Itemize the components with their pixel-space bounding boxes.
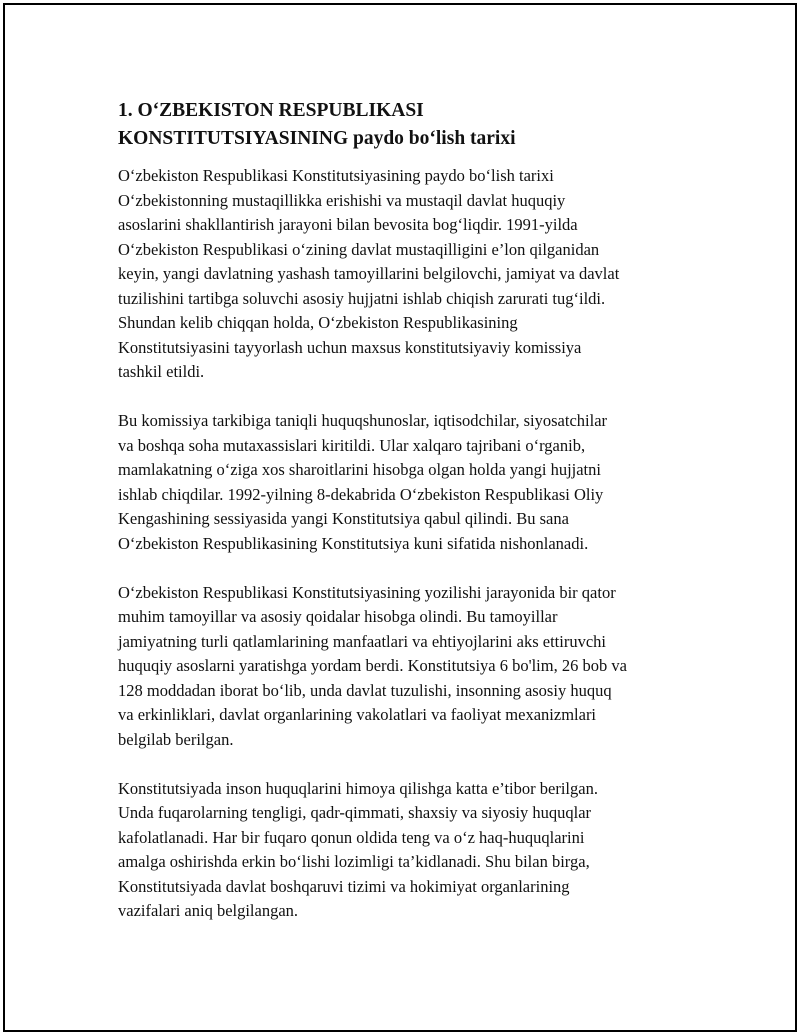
text-line: keyin, yangi davlatning yashash tamoyillarini belgilovchi, jamiyat va davlat bbox=[118, 264, 620, 283]
text-line: vazifalari aniq belgilangan. bbox=[118, 901, 299, 920]
text-line: mamlakatning o‘ziga xos sharoitlarini hisobga olgan holda yangi hujjatni bbox=[118, 460, 601, 479]
text-line: jamiyatning turli qatlamlarining manfaatlari va ehtiyojlarini aks ettiruvchi bbox=[118, 631, 606, 651]
section-heading bbox=[118, 97, 718, 153]
text-line: Konstitutsiyada inson huquqlarini himoya qilishga katta e’tibor berilgan. bbox=[118, 778, 598, 798]
text-line: Bu komissiya tarkibiga taniqli huquqshunoslar, iqtisodchilar, siyosatchilar bbox=[118, 411, 608, 430]
heading-line: 1. O‘ZBEKISTON RESPUBLIKASI bbox=[118, 100, 424, 121]
text-line: muhim tamoyillar va asosiy qoidalar hisobga olindi. Bu tamoyillar bbox=[118, 607, 558, 626]
text-line: Shundan kelib chiqqan holda, O‘zbekiston Respublikasining bbox=[118, 313, 518, 332]
paragraph-history-origin bbox=[118, 164, 718, 385]
paragraph-human-rights bbox=[118, 777, 718, 924]
text-line: va boshqa soha mutaxassislari kiritildi. Ular xalqaro tajribani o‘rganib, bbox=[118, 435, 586, 455]
text-line: huquqiy asoslarni yaratishga yordam berdi. Konstitutsiya 6 bo'lim, 26 bob va bbox=[118, 656, 627, 675]
text-line: Kengashining sessiyasida yangi Konstitutsiya qabul qilindi. Bu sana bbox=[118, 509, 569, 528]
body-text bbox=[118, 164, 718, 924]
text-line: tashkil etildi. bbox=[118, 362, 205, 381]
text-line: O‘zbekiston Respublikasi Konstitutsiyasining paydo bo‘lish tarixi bbox=[118, 166, 554, 185]
paragraph-principles bbox=[118, 581, 718, 753]
text-line: O‘zbekiston Respublikasi o‘zining davlat mustaqilligini e’lon qilganidan bbox=[118, 239, 600, 259]
text-line: va erkinliklari, davlat organlarining vakolatlari va faoliyat mexanizmlari bbox=[118, 705, 597, 724]
text-line: Unda fuqarolarning tengligi, qadr-qimmati, shaxsiy va siyosiy huquqlar bbox=[118, 803, 592, 822]
document-content bbox=[118, 97, 718, 948]
text-line: tuzilishini tartibga soluvchi asosiy hujjatni ishlab chiqish zarurati tug‘ildi. bbox=[118, 288, 606, 308]
paragraph-commission bbox=[118, 409, 718, 556]
text-line: amalga oshirishda erkin bo‘lishi lozimligi ta’kidlanadi. Shu bilan birga, bbox=[118, 852, 590, 871]
text-line: 128 moddadan iborat bo‘lib, unda davlat tuzulishi, insonning asosiy huquq bbox=[118, 680, 612, 700]
text-line: Konstitutsiyada davlat boshqaruvi tizimi va hokimiyat organlarining bbox=[118, 876, 570, 896]
text-line: O‘zbekiston Respublikasining Konstitutsiya kuni sifatida nishonlanadi. bbox=[118, 533, 589, 553]
text-line: kafolatlanadi. Har bir fuqaro qonun oldida teng va o‘z haq-huquqlarini bbox=[118, 827, 585, 847]
text-line: asoslarini shakllantirish jarayoni bilan bevosita bog‘liqdir. 1991-yilda bbox=[118, 215, 578, 234]
text-line: Konstitutsiyasini tayyorlash uchun maxsus konstitutsiyaviy komissiya bbox=[118, 337, 582, 357]
text-line: O‘zbekiston Respublikasi Konstitutsiyasining yozilishi jarayonida bir qator bbox=[118, 582, 616, 602]
heading-line: KONSTITUTSIYASINING paydo bo‘lish tarixi bbox=[118, 128, 516, 149]
text-line: O‘zbekistonning mustaqillikka erishishi va mustaqil davlat huquqiy bbox=[118, 190, 566, 210]
text-line: belgilab berilgan. bbox=[118, 729, 234, 749]
text-line: ishlab chiqdilar. 1992-yilning 8-dekabrida O‘zbekiston Respublikasi Oliy bbox=[118, 484, 604, 504]
